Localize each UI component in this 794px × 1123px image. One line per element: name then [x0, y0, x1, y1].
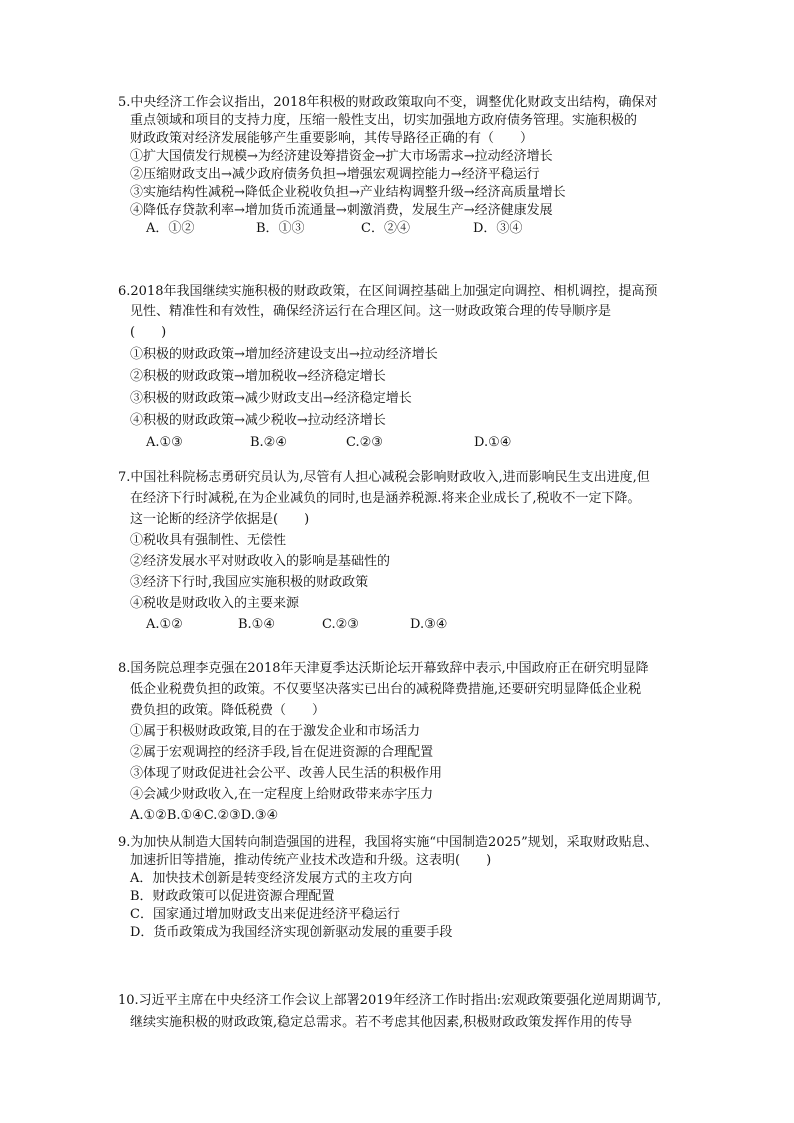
option-c[interactable]: C.②③ [346, 435, 383, 450]
question-stem: 10.习近平主席在中央经济工作会议上部署2019年经济工作时指出:宏观政策要强化逆周期调节, [118, 993, 662, 1008]
option-c[interactable]: C．国家通过增加财政支出来促进经济平稳运行 [130, 907, 400, 922]
question-stem: 见性、精准性和有效性，确保经济运行在合理区间。这一财政政策合理的传导顺序是 [130, 304, 612, 319]
answer-item: ③积极的财政政策→减少财政支出→经济稳定增长 [130, 391, 412, 406]
option-b[interactable]: B．财政政策可以促进资源合理配置 [130, 889, 335, 904]
option-d[interactable]: D.①④ [474, 435, 512, 450]
answer-item: ④积极的财政政策→减少税收→拉动经济增长 [130, 413, 386, 428]
question-6 [118, 282, 708, 454]
answer-item: ③实施结构性减税→降低企业税收负担→产业结构调整升级→经济高质量增长 [130, 185, 566, 200]
option-a[interactable]: A.①② [146, 617, 183, 632]
option-a[interactable]: A．加快技术创新是转变经济发展方式的主攻方向 [130, 871, 413, 886]
answer-item: ①扩大国债发行规模→为经济建设筹措资金→扩大市场需求→拉动经济增长 [130, 149, 553, 164]
answer-options[interactable]: A.①②B.①④C.②③D.③④ [130, 808, 279, 823]
answer-item: ②压缩财政支出→减少政府债务负担→增强宏观调控能力→经济平稳运行 [130, 167, 540, 182]
answer-item: ④税收是财政收入的主要来源 [130, 596, 300, 611]
question-7 [118, 467, 708, 635]
question-8 [118, 658, 708, 826]
question-stem: 7.中国社科院杨志勇研究员认为,尽管有人担心减税会影响财政收入,进而影响民生支出进度,但 [118, 470, 650, 485]
answer-options [118, 432, 708, 454]
option-a[interactable]: A.①③ [146, 435, 183, 450]
answer-item: ②积极的财政政策→增加税收→经济稳定增长 [130, 369, 386, 384]
question-stem: 9.为加快从制造大国转向制造强国的进程，我国将实施“中国制造2025”规划，采取财政贴息、 [118, 835, 658, 850]
question-stem: 这一论断的经济学依据是( ) [130, 512, 310, 527]
option-d[interactable]: D．③④ [473, 221, 523, 236]
answer-item: ②经济发展水平对财政收入的影响是基础性的 [130, 554, 391, 569]
question-stem: 继续实施积极的财政政策,稳定总需求。若不考虑其他因素,积极财政政策发挥作用的传导 [130, 1015, 633, 1030]
answer-options [118, 220, 708, 238]
answer-item: ①属于积极财政政策,目的在于激发企业和市场活力 [130, 724, 421, 739]
answer-item: ①税收具有强制性、无偿性 [130, 533, 287, 548]
answer-options [118, 614, 708, 635]
question-stem: 8.国务院总理李克强在2018年天津夏季达沃斯论坛开幕致辞中表示,中国政府正在研究明显降 [118, 661, 649, 676]
option-a[interactable]: A．①② [146, 221, 195, 236]
answer-item: ②属于宏观调控的经济手段,旨在促进资源的合理配置 [130, 745, 434, 760]
question-stem: 6.2018年我国继续实施积极的财政政策，在区间调控基础上加强定向调控、相机调控，提高预 [118, 284, 658, 299]
option-b[interactable]: B．①③ [256, 221, 305, 236]
option-d[interactable]: D.③④ [410, 617, 448, 632]
answer-item: ①积极的财政政策→增加经济建设支出→拉动经济增长 [130, 347, 438, 362]
question-stem: 费负担的政策。降低税费（ ） [130, 703, 326, 718]
question-5 [118, 94, 708, 238]
question-stem: 加速折旧等措施，推动传统产业技术改造和升级。这表明( ) [130, 853, 492, 868]
option-b[interactable]: B.①④ [238, 617, 275, 632]
answer-item: ④降低存贷款利率→增加货币流通量→刺激消费，发展生产→经济健康发展 [130, 203, 553, 218]
question-9 [118, 834, 708, 942]
question-10 [118, 990, 708, 1034]
option-c[interactable]: C．②④ [361, 221, 410, 236]
question-stem: 低企业税费负担的政策。不仅要坚决落实已出台的减税降费措施,还要研究明显降低企业税 [130, 682, 642, 697]
answer-item: ③经济下行时,我国应实施积极的财政政策 [130, 575, 369, 590]
question-stem: 财政政策对经济发展能够产生重要影响，其传导路径正确的有（ ） [130, 131, 534, 146]
answer-item: ③体现了财政促进社会公平、改善人民生活的积极作用 [130, 766, 443, 781]
question-stem: ( ) [130, 325, 167, 340]
question-stem: 5.中央经济工作会议指出，2018年积极的财政政策取向不变，调整优化财政支出结构，确保对 [118, 95, 658, 110]
option-d[interactable]: D．货币政策成为我国经济实现创新驱动发展的重要手段 [130, 925, 453, 940]
question-stem: 重点领域和项目的支持力度，压缩一般性支出，切实加强地方政府债务管理。实施积极的 [130, 113, 638, 128]
question-stem: 在经济下行时减税,在为企业减负的同时,也是涵养税源.将来企业成长了,税收不一定下降。 [130, 491, 641, 506]
option-c[interactable]: C.②③ [322, 617, 359, 632]
option-b[interactable]: B.②④ [250, 435, 287, 450]
answer-item: ④会减少财政收入,在一定程度上给财政带来赤字压力 [130, 787, 434, 802]
